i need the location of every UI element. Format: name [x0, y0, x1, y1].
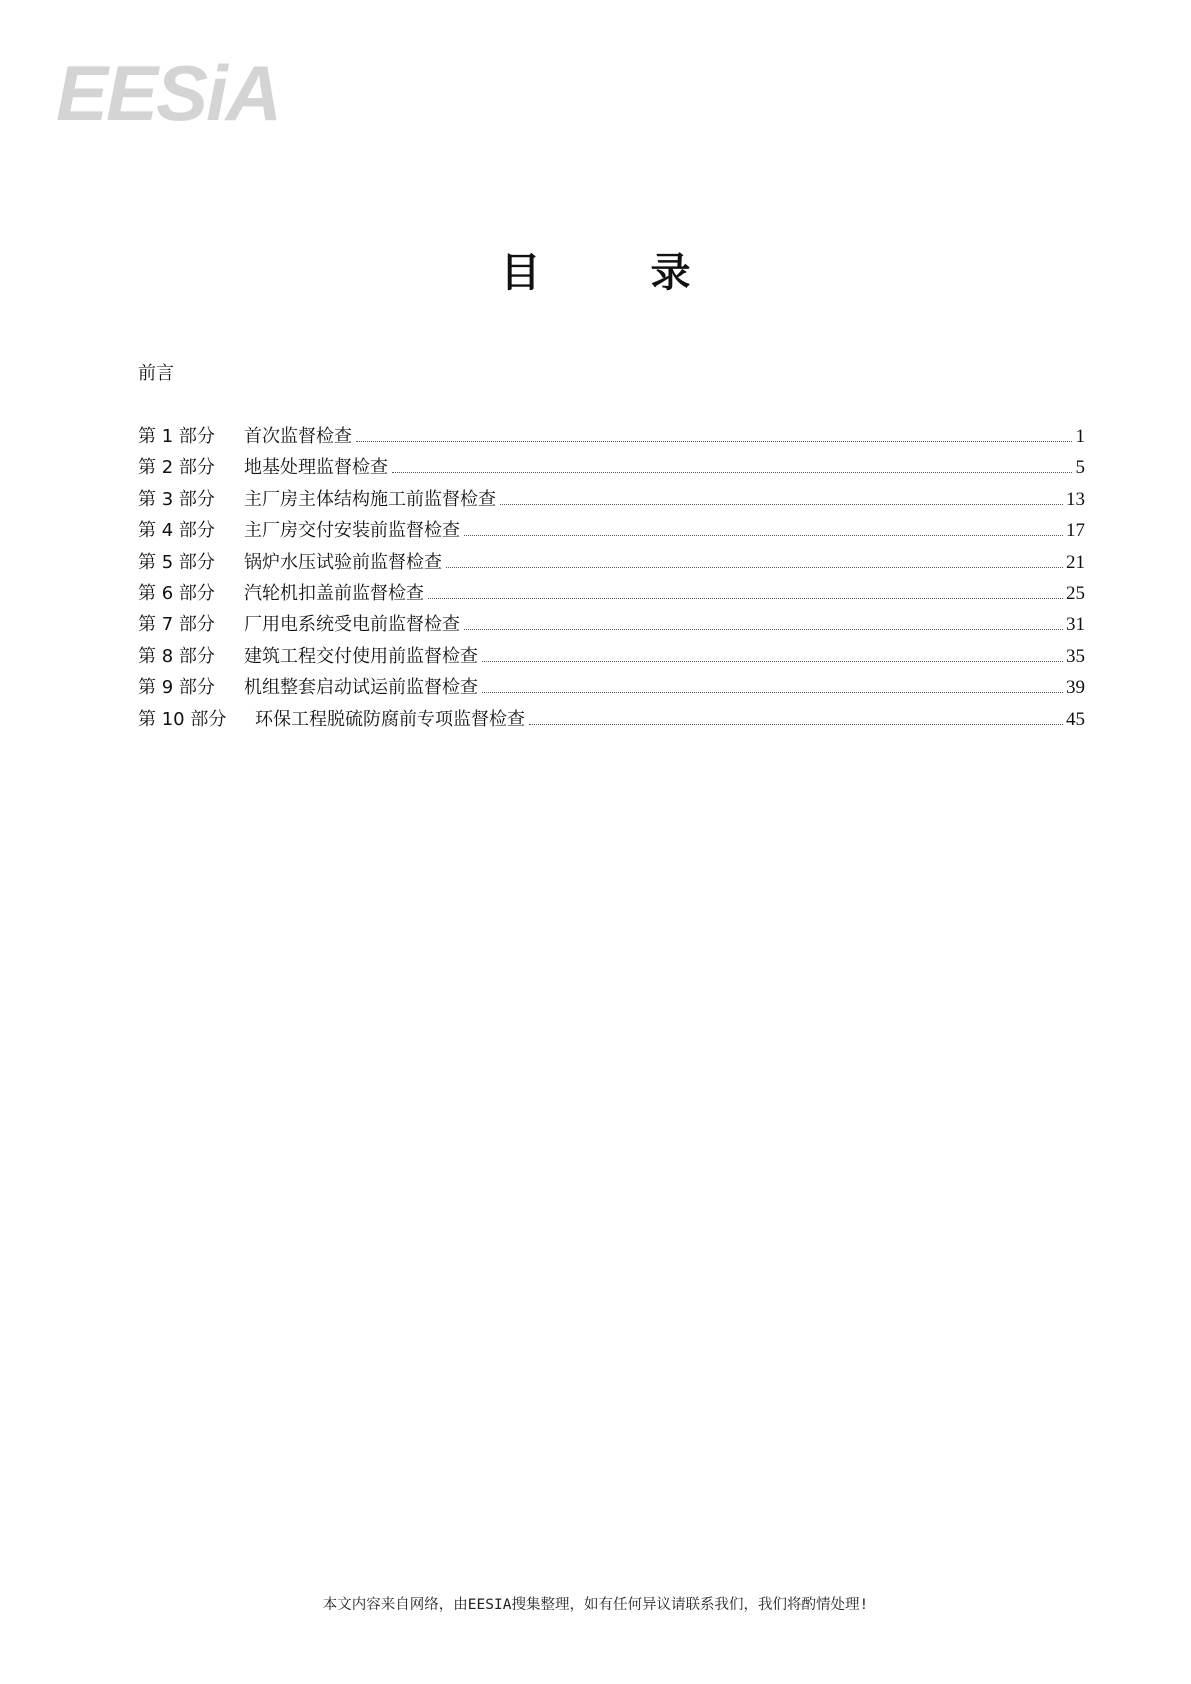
- toc-entry[interactable]: [138, 641, 1085, 672]
- dot-leader: [529, 724, 1063, 725]
- toc-entry[interactable]: [138, 547, 1085, 578]
- toc-page-number: 21: [1066, 551, 1085, 573]
- toc-entry[interactable]: [138, 672, 1085, 703]
- toc-page-number: 13: [1066, 488, 1085, 510]
- footer-disclaimer: 本文内容来自网络，由EESIA搜集整理，如有任何异议请联系我们，我们将酌情处理!: [322, 1597, 869, 1613]
- toc-title-char-2: 录: [650, 250, 691, 296]
- dot-leader: [464, 629, 1063, 630]
- toc-entry[interactable]: [138, 515, 1085, 546]
- toc-entry[interactable]: [138, 609, 1085, 640]
- toc-part-label: 第 2 部分: [138, 457, 215, 479]
- toc-entry-title: 环保工程脱硫防腐前专项监督检查: [255, 708, 525, 730]
- toc-page-number: 5: [1075, 457, 1085, 479]
- toc-entry-title: 汽轮机扣盖前监督检查: [244, 582, 424, 604]
- toc-entry-title: 建筑工程交付使用前监督检查: [244, 645, 478, 667]
- toc-entry-title: 主厂房交付安装前监督检查: [244, 520, 460, 542]
- toc-page-number: 31: [1066, 614, 1085, 636]
- toc-part-label: 第 6 部分: [138, 582, 215, 604]
- dot-leader: [482, 661, 1063, 662]
- toc-part-label: 第 4 部分: [138, 520, 215, 542]
- toc-entry[interactable]: [138, 452, 1085, 483]
- toc-page-number: 39: [1066, 677, 1085, 699]
- toc-part-label: 第 9 部分: [138, 677, 215, 699]
- dot-leader: [482, 692, 1063, 693]
- toc-page-number: 45: [1066, 708, 1085, 730]
- toc-title: [0, 245, 1191, 301]
- toc-page-number: 25: [1066, 582, 1085, 604]
- toc-page-number: 1: [1075, 426, 1085, 447]
- toc-part-label: 第 8 部分: [138, 645, 215, 667]
- toc-title-char-1: 目: [500, 250, 541, 296]
- toc-part-label: 第 3 部分: [138, 488, 215, 510]
- toc-entry-title: 首次监督检查: [244, 426, 352, 447]
- dot-leader: [446, 567, 1063, 568]
- toc-entry-title: 主厂房主体结构施工前监督检查: [244, 488, 496, 510]
- toc-entry[interactable]: [138, 421, 1085, 452]
- toc-part-label: 第 10 部分: [138, 708, 227, 730]
- toc-part-label: 第 7 部分: [138, 614, 215, 636]
- toc-part-label: 第 1 部分: [138, 426, 215, 447]
- dot-leader: [500, 504, 1063, 505]
- preface-entry[interactable]: 前言: [138, 363, 174, 384]
- toc-entry-title: 厂用电系统受电前监督检查: [244, 614, 460, 636]
- toc-entry[interactable]: [138, 704, 1085, 735]
- dot-leader: [464, 535, 1063, 536]
- toc-entry-title: 地基处理监督检查: [244, 457, 388, 479]
- dot-leader: [392, 472, 1072, 473]
- logo-text: EESiA: [56, 52, 281, 132]
- toc-entry-title: 锅炉水压试验前监督检查: [244, 551, 442, 573]
- toc-part-label: 第 5 部分: [138, 551, 215, 573]
- toc-page-number: 17: [1066, 520, 1085, 542]
- dot-leader: [356, 441, 1072, 442]
- toc-entry-title: 机组整套启动试运前监督检查: [244, 677, 478, 699]
- toc-page-number: 35: [1066, 645, 1085, 667]
- toc-entry[interactable]: [138, 484, 1085, 515]
- toc-list: [138, 421, 1085, 735]
- dot-leader: [428, 598, 1063, 599]
- toc-entry[interactable]: [138, 578, 1085, 609]
- eesia-logo: [56, 52, 306, 132]
